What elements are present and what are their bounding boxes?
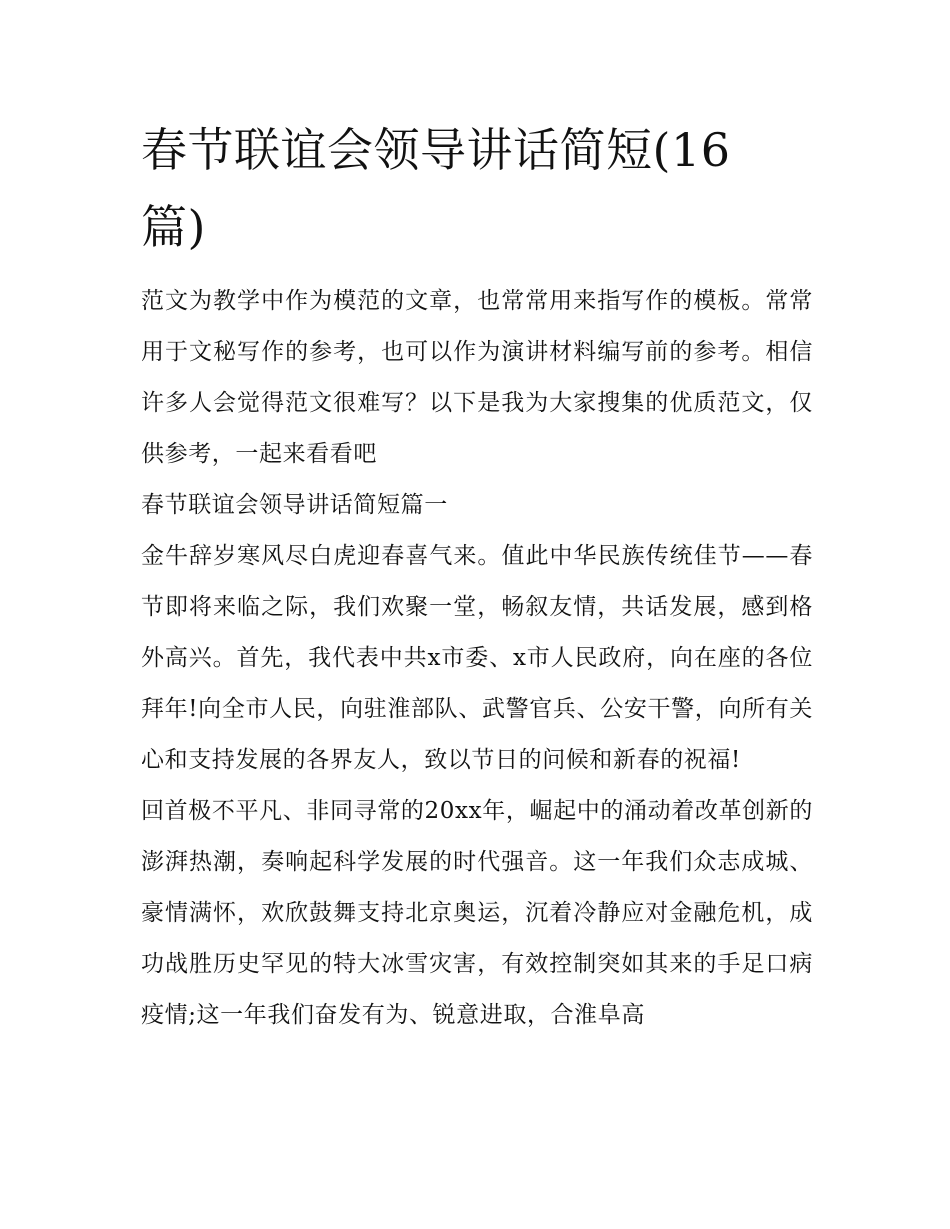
- section-heading: 春节联谊会领导讲话简短篇一: [141, 492, 448, 518]
- document-title-line-2: 篇): [141, 200, 206, 254]
- document-body: [141, 276, 813, 1041]
- body-paragraph: 金牛辞岁寒风尽白虎迎春喜气来。值此中华民族传统佳节——春节即将来临之际，我们欢聚一堂，畅叙友情，共话发展，感到格外高兴。首先，我代表中共x市委、x市人民政府，向在座的各位拜年!向全市人民，向驻淮部队、武警官兵、公安干警，向所有关心和支持发展的各界友人，致以节日的问候和新春的祝福!: [141, 543, 813, 773]
- document-title: [141, 112, 801, 266]
- body-paragraph: 回首极不平凡、非同寻常的20xx年，崛起中的涌动着改革创新的澎湃热潮，奏响起科学发展的时代强音。这一年我们众志成城、豪情满怀，欢欣鼓舞支持北京奥运，沉着冷静应对金融危机，成功战胜历史罕见的特大冰雪灾害，有效控制突如其来的手足口病疫情;这一年我们奋发有为、锐意进取，合淮阜高: [141, 798, 813, 1028]
- document-title-line-1: 春节联谊会领导讲话简短(16: [141, 123, 731, 177]
- intro-paragraph: 范文为教学中作为模范的文章，也常常用来指写作的模板。常常用于文秘写作的参考，也可以作为演讲材料编写前的参考。相信许多人会觉得范文很难写？以下是我为大家搜集的优质范文，仅供参考，一起来看看吧: [141, 288, 813, 467]
